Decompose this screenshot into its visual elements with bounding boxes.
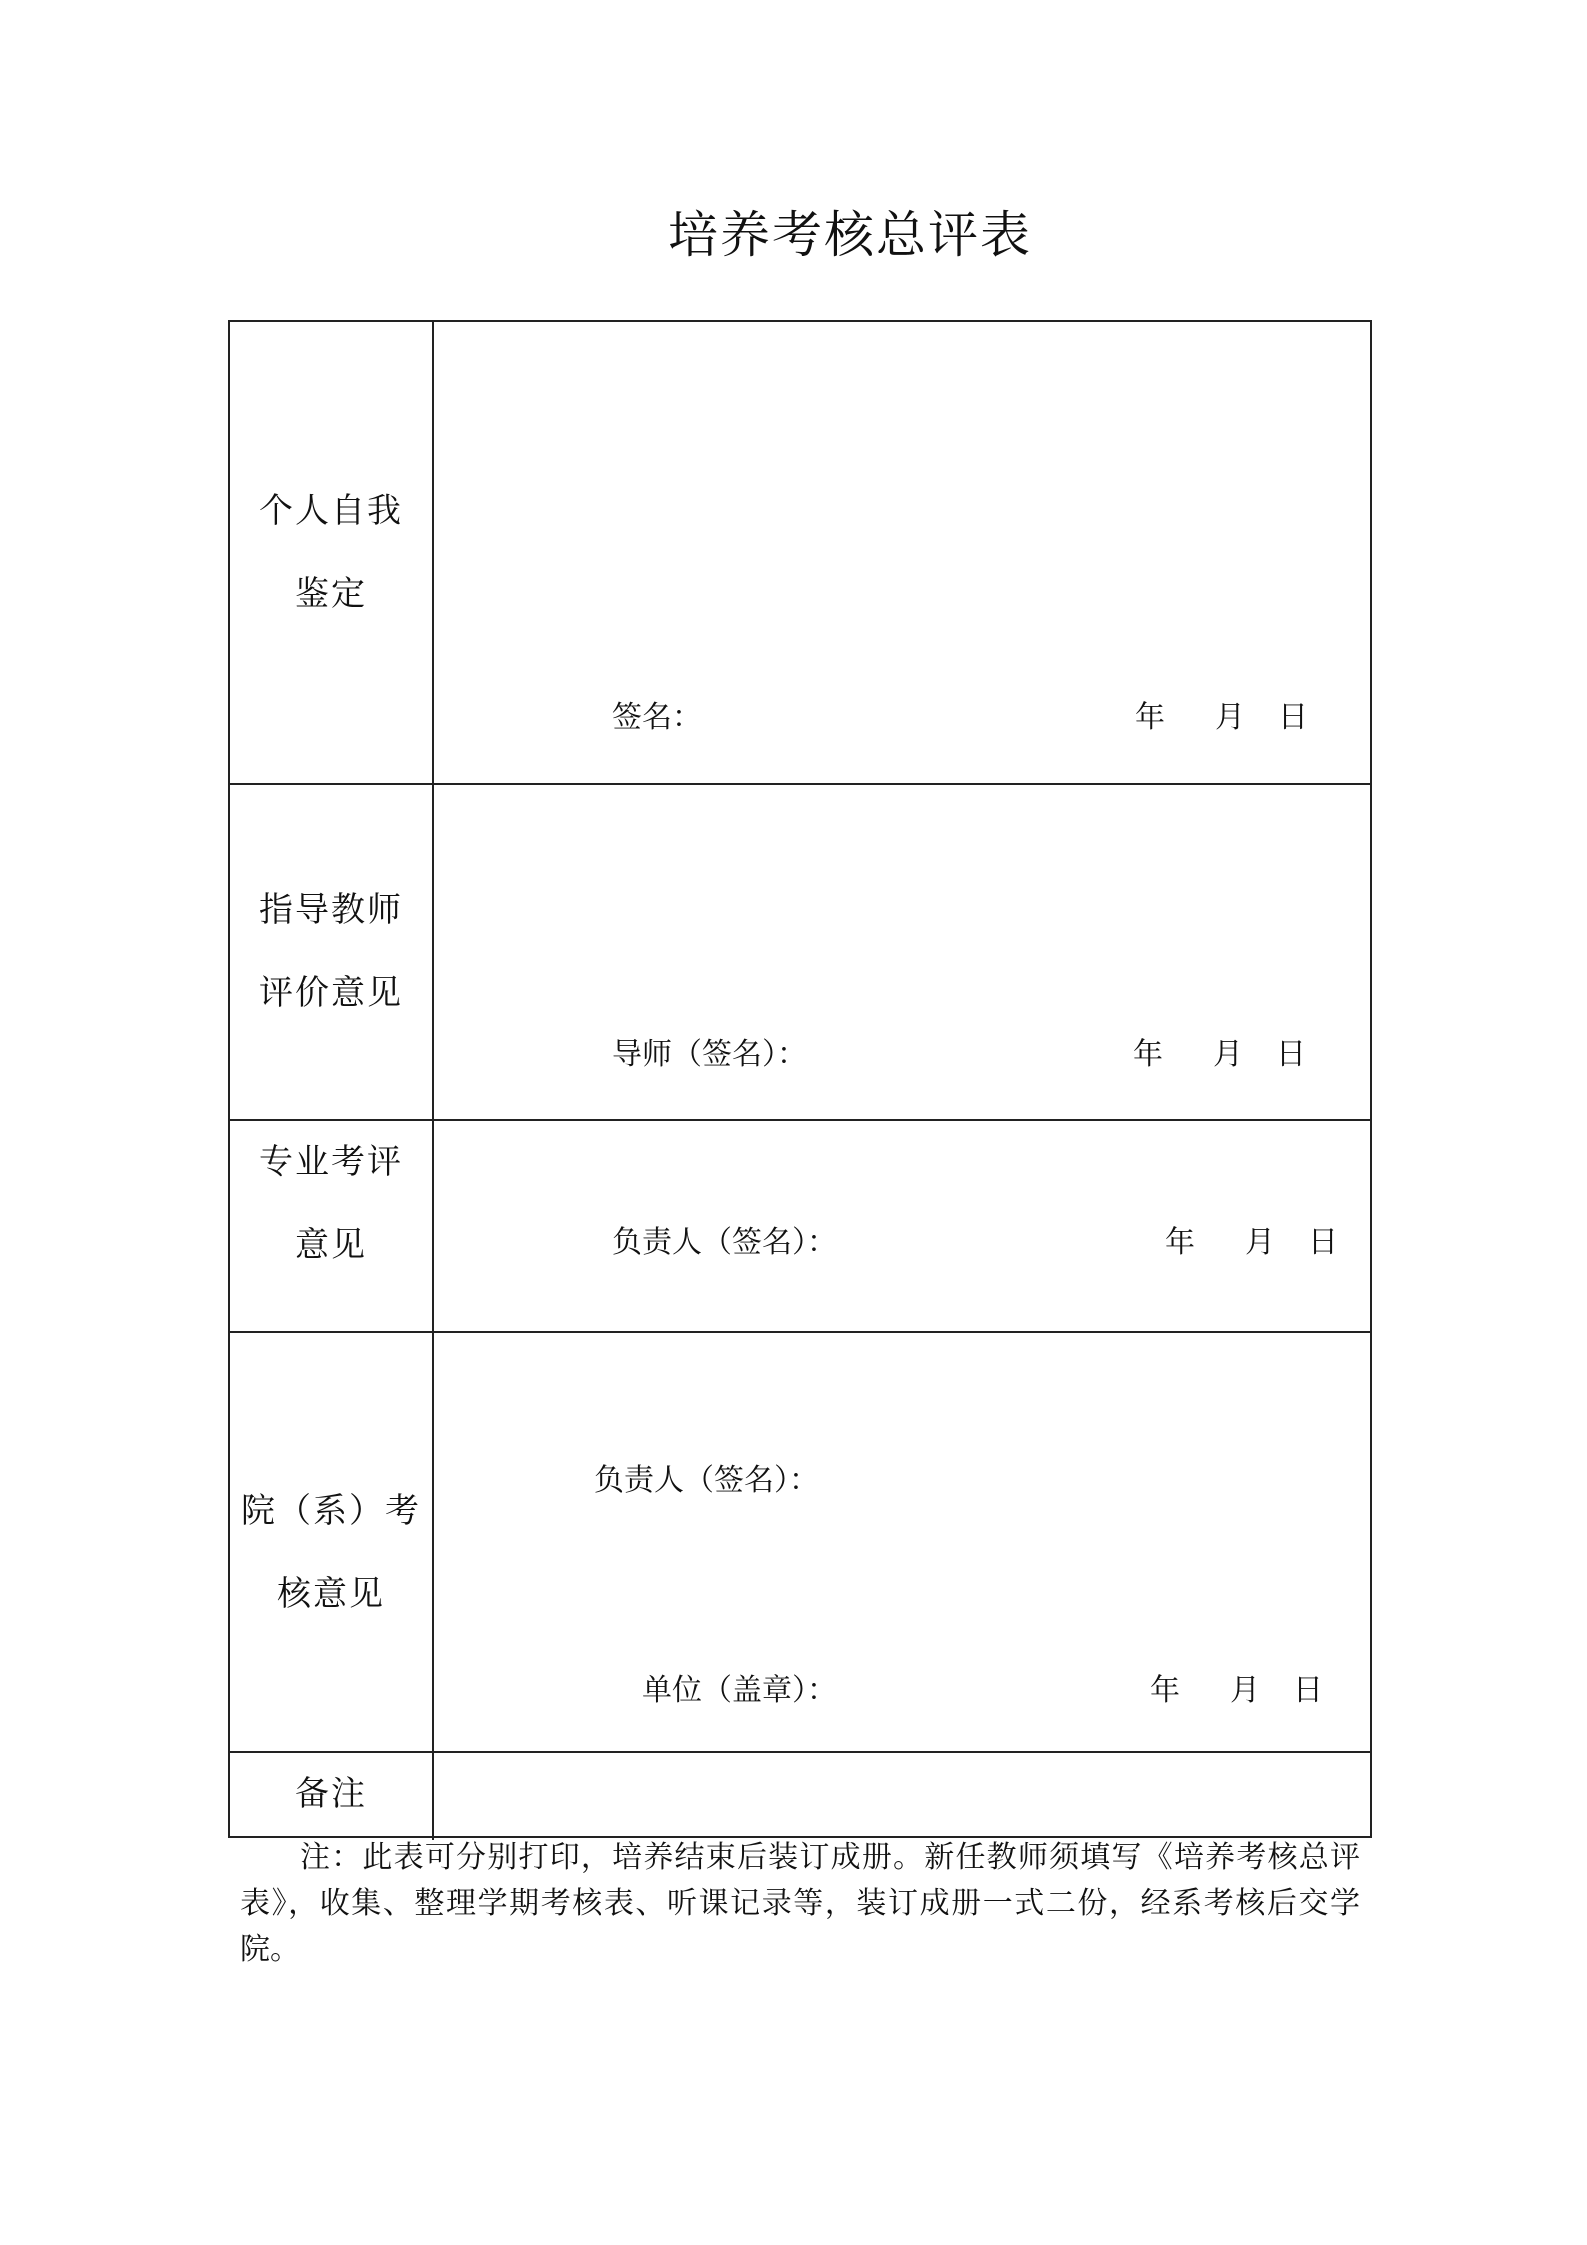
month-label: 月 xyxy=(1213,1037,1243,1072)
day-label: 日 xyxy=(1278,700,1308,735)
month-label: 月 xyxy=(1245,1225,1275,1260)
major-evaluation-label-line1: 专业考评 xyxy=(259,1142,403,1182)
evaluation-form xyxy=(228,320,1372,1838)
department-evaluation-label-line1: 院（系）考 xyxy=(241,1491,421,1531)
department-evaluation-content-field[interactable] xyxy=(434,1333,1370,1751)
department-evaluation-label-line2: 核意见 xyxy=(277,1574,385,1614)
month-label: 月 xyxy=(1215,700,1245,735)
major-evaluation-row xyxy=(230,1121,1370,1333)
department-signature-label: 负责人（签名）： xyxy=(594,1463,819,1498)
self-evaluation-label-line2: 鉴定 xyxy=(295,574,367,614)
major-evaluation-label-cell xyxy=(230,1121,434,1331)
self-evaluation-row xyxy=(230,322,1370,785)
department-evaluation-label-cell xyxy=(230,1333,434,1751)
mentor-evaluation-label-cell xyxy=(230,785,434,1119)
self-evaluation-label-cell xyxy=(230,322,434,783)
page-title: 培养考核总评表 xyxy=(668,206,1032,264)
self-evaluation-signature-label: 签名： xyxy=(612,700,702,735)
major-evaluation-content-field[interactable] xyxy=(434,1121,1370,1331)
year-label: 年 xyxy=(1165,1225,1195,1260)
year-label: 年 xyxy=(1135,700,1165,735)
remarks-row xyxy=(230,1753,1370,1840)
mentor-signature-label: 导师（签名）： xyxy=(612,1037,807,1072)
year-label: 年 xyxy=(1150,1673,1180,1708)
mentor-evaluation-label-line2: 评价意见 xyxy=(259,973,403,1013)
day-label: 日 xyxy=(1293,1673,1323,1708)
month-label: 月 xyxy=(1230,1673,1260,1708)
mentor-evaluation-content-field[interactable] xyxy=(434,785,1370,1119)
major-signature-label: 负责人（签名）： xyxy=(612,1225,837,1260)
day-label: 日 xyxy=(1276,1037,1306,1072)
seal-label: 单位（盖章）： xyxy=(642,1673,837,1708)
department-evaluation-row xyxy=(230,1333,1370,1753)
day-label: 日 xyxy=(1308,1225,1338,1260)
year-label: 年 xyxy=(1133,1037,1163,1072)
self-evaluation-label-line1: 个人自我 xyxy=(259,491,403,531)
mentor-evaluation-label-line1: 指导教师 xyxy=(259,890,403,930)
remarks-label-cell xyxy=(230,1753,434,1840)
remarks-label: 备注 xyxy=(295,1774,367,1814)
footnote: 注：此表可分别打印，培养结束后装订成册。新任教师须填写《培养考核总评表》，收集、整理学期考核表、听课记录等，装订成册一式二份，经系考核后交学院。 xyxy=(240,1840,1360,1967)
mentor-evaluation-row xyxy=(230,785,1370,1121)
major-evaluation-label-line2: 意见 xyxy=(295,1225,367,1265)
self-evaluation-content-field[interactable] xyxy=(434,322,1370,783)
remarks-content-field[interactable] xyxy=(434,1753,1370,1840)
